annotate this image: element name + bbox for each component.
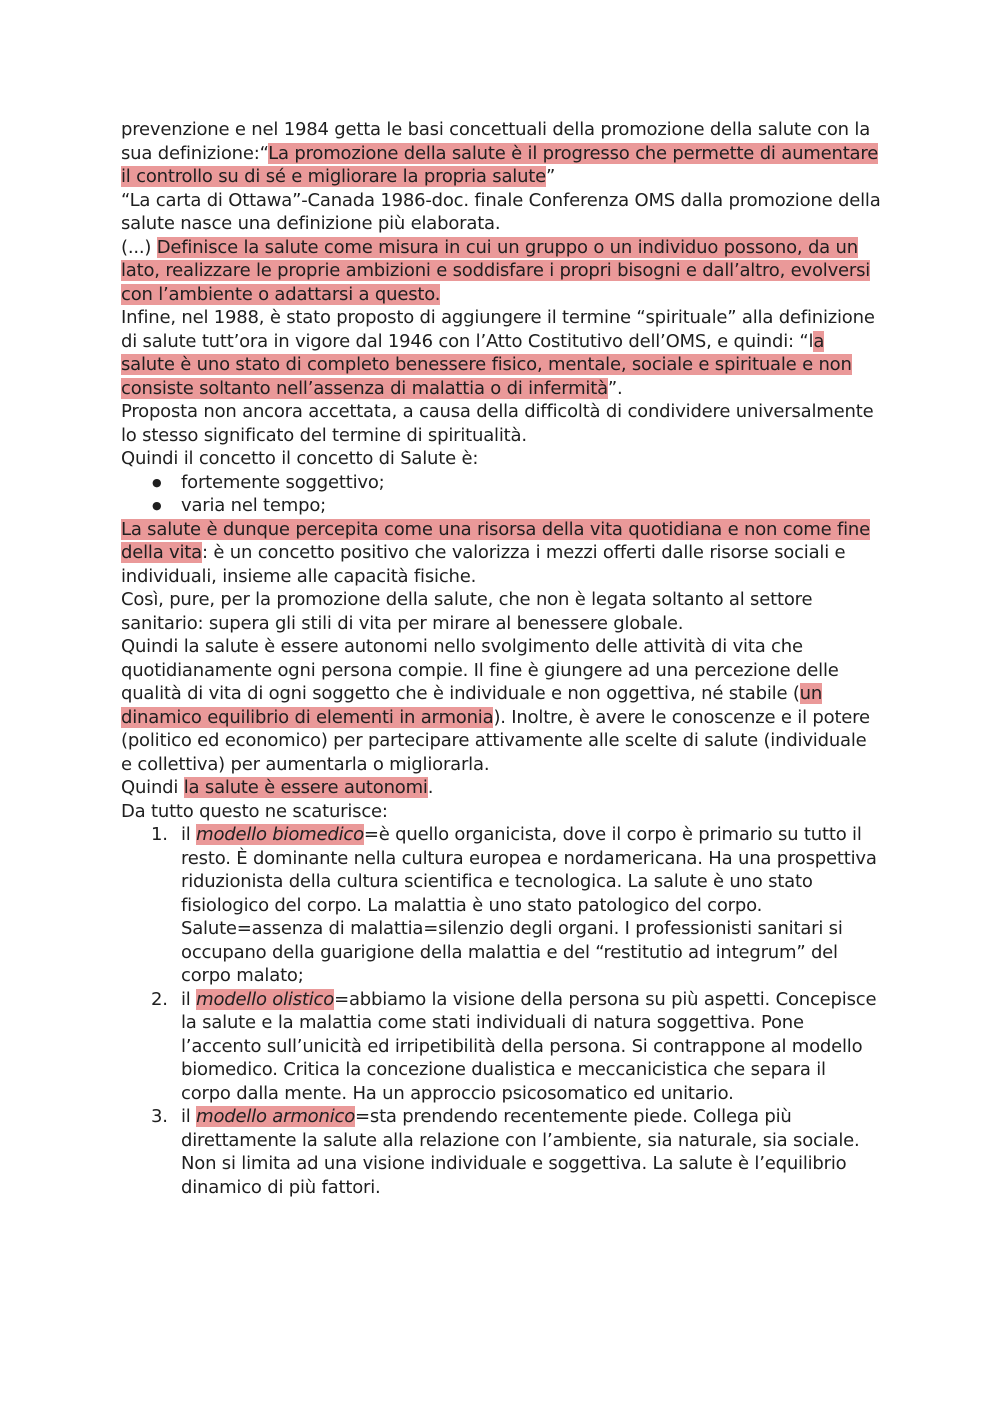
text: il: [181, 988, 197, 1010]
text: (...): [121, 236, 157, 258]
highlighted-text: Definisce la salute come misura in cui un gruppo o un individuo possono, da un lato, realizzare le proprie ambizioni e soddisfare i propri bisogni e dall’altro, evolversi con l’ambiente o adattarsi a questo.: [121, 236, 871, 305]
paragraph-autonomy-summary: [121, 776, 881, 800]
text: ”.: [607, 377, 623, 399]
text: prevenzione e nel 1984 getta le basi concettuali della promozione della salute con la sua definizione:“: [121, 119, 871, 164]
paragraph-ottawa-charter: “La carta di Ottawa”-Canada 1986-doc. finale Conferenza OMS dalla promozione della salute nasce una definizione più elaborata.: [121, 189, 881, 234]
list-item: ● varia nel tempo;: [121, 494, 881, 518]
text: Infine, nel 1988, è stato proposto di aggiungere il termine “spirituale” alla definizione di salute tutt’ora in vigore dal 1946 con l’Atto Costitutivo dell’OMS, e quindi: “l: [121, 307, 875, 352]
paragraph-spiritual-proposal: [121, 306, 881, 400]
model-description: =è quello organicista, dove il corpo è primario su tutto il resto. È dominante nella cultura europea e nordamericana. Ha una prospettiva riduzionista della cultura scientifica e tecnologica. La salute è uno stato fisiologico del corpo. La malattia è uno stato patologico del corpo. Salute=assenza di malattia=silenzio degli organi. I professionisti sanitari si occupano della guarigione della malattia e del “restitutio ad integrum” del corpo malato;: [181, 824, 877, 986]
highlighted-text: a salute è uno stato di completo benessere fisico, mentale, sociale e spirituale e non consiste soltanto nell’assenza di malattia o di infermità: [121, 330, 852, 399]
model-name: modello armonico: [196, 1106, 356, 1127]
list-item-harmonic-model: [121, 1105, 881, 1199]
model-description: =sta prendendo recentemente piede. Collega più direttamente la salute alla relazione con l’ambiente, sia naturale, sia sociale. Non si limita ad una visione individuale e soggettiva. La salute è l’equilibrio dinamico di più fattori.: [181, 1106, 860, 1198]
list-item-biomedical-model: [121, 823, 881, 988]
paragraph-health-measure: [121, 236, 881, 307]
list-number: 3.: [151, 1106, 168, 1127]
text: : è un concetto positivo che valorizza i mezzi offerti dalle risorse sociali e individuali, insieme alle capacità fisiche.: [121, 542, 846, 587]
paragraph-models-intro: Da tutto questo ne scaturisce:: [121, 800, 388, 822]
paragraph-health-concept-intro: Quindi il concetto il concetto di Salute è:: [121, 448, 479, 469]
text: Quindi la salute è essere autonomi nello svolgimento delle attività di vita che quotidianamente ogni persona compie. Il fine è giungere ad una percezione delle qualità di vita di ogni soggetto che è individuale e non oggettiva, né stabile (: [121, 636, 839, 704]
models-list: [121, 823, 881, 1199]
text: .: [427, 777, 434, 798]
highlighted-text: La salute è dunque percepita come una risorsa della vita quotidiana e non come fine della vita: [121, 518, 871, 563]
highlighted-text: la salute è essere autonomi: [183, 777, 428, 798]
list-number: 1.: [151, 824, 168, 845]
paragraph-promotion-definition: [121, 118, 881, 189]
text: il: [181, 1106, 197, 1127]
paragraph-proposal-not-accepted: Proposta non ancora accettata, a causa della difficoltà di condividere universalmente lo stesso significato del termine di spiritualità.: [121, 401, 874, 446]
list-item: ● fortemente soggettivo;: [121, 471, 881, 495]
paragraph-health-promotion-global: Così, pure, per la promozione della salute, che non è legata soltanto al settore sanitario: supera gli stili di vita per mirare al benessere globale.: [121, 589, 813, 634]
text: Quindi: [121, 777, 184, 798]
bullet-list: [121, 471, 881, 518]
highlighted-text: un dinamico equilibrio di elementi in armonia: [121, 683, 823, 728]
model-name: modello biomedico: [196, 824, 364, 845]
paragraph-autonomy: [121, 635, 881, 776]
list-number: 2.: [151, 988, 168, 1010]
text: ). Inoltre, è avere le conoscenze e il potere (politico ed economico) per partecipare attivamente alle scelte di salute (individuale e collettiva) per aumentarla o migliorarla.: [121, 706, 870, 775]
document-body: [121, 118, 881, 1199]
text: il: [181, 824, 197, 845]
highlighted-text: La promozione della salute è il progresso che permette di aumentare il controllo su di sé e migliorare la propria salute: [121, 142, 879, 187]
text: ”: [546, 166, 556, 187]
paragraph-health-resource: [121, 518, 881, 589]
model-name: modello olistico: [196, 988, 335, 1010]
model-description: =abbiamo la visione della persona su più aspetti. Concepisce la salute e la malattia come stati individuali di natura soggettiva. Pone l’accento sull’unicità ed irripetibilità della persona. Si contrappone al modello biomedico. Critica la concezione dualistica e meccanicistica che separa il corpo dalla mente. Ha un approccio psicosomatico ed unitario.: [181, 988, 877, 1104]
list-item-holistic-model: [121, 988, 881, 1106]
